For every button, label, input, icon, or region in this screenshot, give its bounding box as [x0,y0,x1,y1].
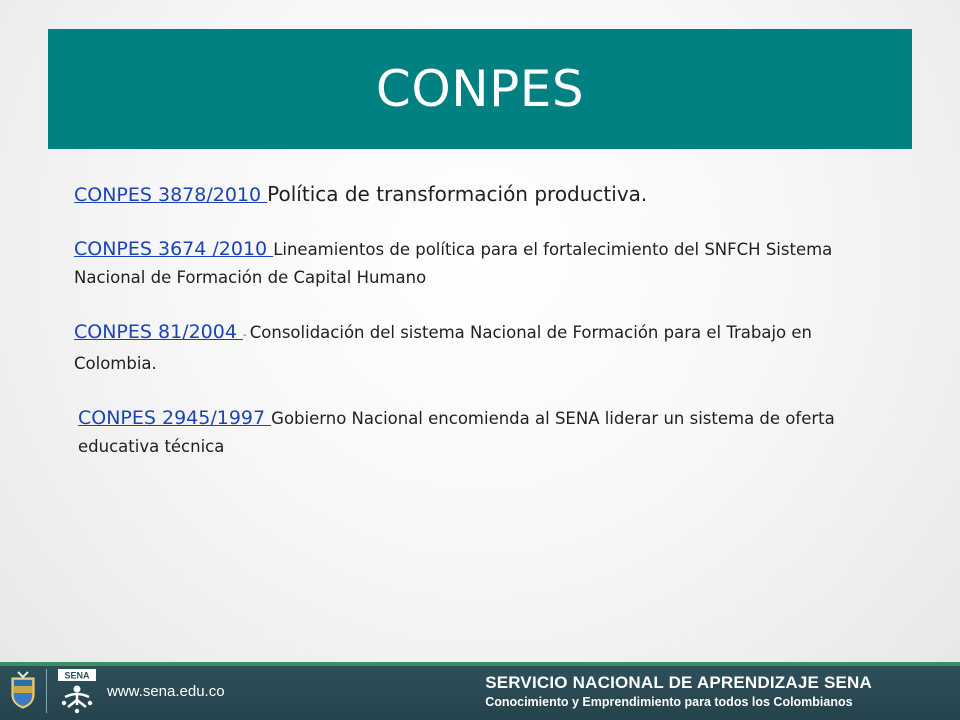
conpes-81-link[interactable]: CONPES 81/2004 [74,321,243,343]
conpes-3674-link[interactable]: CONPES 3674 /2010 [74,238,274,260]
slide-title: CONPES [375,60,585,118]
conpes-2945-link[interactable]: CONPES 2945/1997 [78,407,272,429]
conpes-entry [74,180,844,209]
entry-text: Consolidación del sistema Nacional de Formación para el Trabajo en Colombia. [74,323,812,373]
footer-bar [0,662,960,720]
conpes-entry [74,235,844,292]
content-area [74,180,844,487]
conpes-entry [74,404,844,461]
colombia-crest-icon [8,670,38,712]
entry-dash: - [242,330,250,341]
entry-text: Política de transformación productiva. [267,182,648,206]
entry-text: Lineamientos de política para el fortalecimiento del SNFCH Sistema Nacional de Formación de Capital Humano [74,240,833,287]
sena-logo-text: SENA [64,670,90,681]
entry-text: Gobierno Nacional encomienda al SENA liderar un sistema de oferta educativa técnica [78,409,835,456]
conpes-entry [74,318,844,378]
org-slogan: Conocimiento y Emprendimiento para todos los Colombianos [485,695,853,709]
org-name: SERVICIO NACIONAL DE APRENDIZAJE SENA [485,673,872,692]
footer-url[interactable]: www.sena.edu.co [107,682,225,700]
footer-org [485,673,872,709]
conpes-3878-link[interactable]: CONPES 3878/2010 [74,184,268,206]
footer-divider [46,669,47,713]
sena-logo-icon [55,667,99,715]
title-bar [48,29,912,149]
